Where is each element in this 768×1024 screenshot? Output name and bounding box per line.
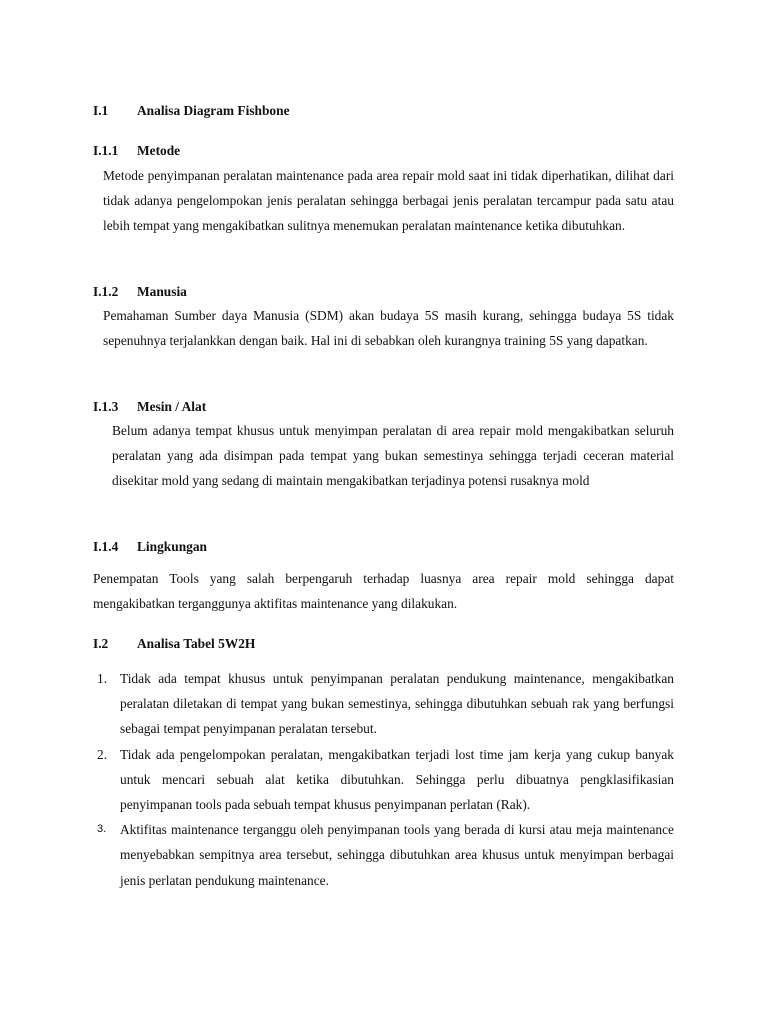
- heading-title: Manusia: [137, 284, 187, 299]
- list-item-text: Tidak ada pengelompokan peralatan, mengakibatkan terjadi lost time jam kerja yang cukup banyak untuk mencari sebuah alat ketika dibutuhkan. Sehingga perlu dibuatnya pengklasifikasian penyimpanan tools pada sebuah tempat khusus penyimpanan perlatan (Rak).: [120, 746, 674, 813]
- heading-manusia: [93, 284, 187, 300]
- list-item-text: Tidak ada tempat khusus untuk penyimpanan peralatan pendukung maintenance, mengakibatkan peralatan diletakan di tempat yang bukan semestinya, sehingga dibutuhkan sebuah rak yang berfungsi sebagai tempat penyimpanan peralatan tersebut.: [120, 671, 674, 737]
- list-marker: 2.: [97, 746, 108, 762]
- paragraph-mesin-alat: Belum adanya tempat khusus untuk menyimpan peralatan di area repair mold mengakibatkan seluruh peralatan yang ada disimpan pada tempat yang bukan semestinya sehingga terjadi ceceran material disekitar mold yang sedang di maintain mengakibatkan terjadinya potensi rusaknya mold: [112, 423, 674, 489]
- list-item-text: Aktifitas maintenance terganggu oleh penyimpanan tools yang berada di kursi atau meja maintenance menyebabkan sempitnya area tersebut, sehingga dibutuhkan area khusus untuk menyimpan berbagai jenis perlatan pendukung maintenance.: [120, 822, 674, 888]
- heading-title: Lingkungan: [137, 539, 207, 554]
- heading-mesin-alat: [93, 399, 206, 415]
- heading-metode: [93, 143, 180, 159]
- heading-number: I.1.2: [93, 284, 119, 299]
- paragraph-lingkungan: Penempatan Tools yang salah berpengaruh terhadap luasnya area repair mold sehingga dapat mengakibatkan terganggunya aktifitas maintenance yang dilakukan.: [93, 571, 674, 612]
- heading-lingkungan: [93, 539, 207, 555]
- heading-number: I.1.4: [93, 539, 119, 554]
- heading-title: Metode: [137, 143, 181, 158]
- heading-number: I.1: [93, 103, 109, 118]
- heading-analisa-tabel-5w2h: [93, 636, 255, 652]
- list-item: [93, 742, 674, 818]
- heading-analisa-diagram-fishbone: [93, 103, 290, 119]
- paragraph-metode: Metode penyimpanan peralatan maintenance pada area repair mold saat ini tidak diperhatikan, dilihat dari tidak adanya pengelompokan jenis peralatan sehingga berbagai jenis peralatan tercampur pada satu atau lebih tempat yang mengakibatkan sulitnya menemukan peralatan maintenance ketika dibutuhkan.: [103, 168, 674, 234]
- paragraph-manusia: Pemahaman Sumber daya Manusia (SDM) akan budaya 5S masih kurang, sehingga budaya 5S tidak sepenuhnya terjalankkan dengan baik. Hal ini di sebabkan oleh kurangnya training 5S yang dapatkan.: [103, 308, 674, 349]
- heading-title: Analisa Diagram Fishbone: [137, 103, 290, 118]
- heading-number: I.1.3: [93, 399, 119, 414]
- list-marker: 3.: [97, 823, 107, 836]
- heading-title: Mesin / Alat: [137, 399, 207, 414]
- list-item: [93, 666, 674, 742]
- heading-title: Analisa Tabel 5W2H: [137, 636, 256, 651]
- list-item: [93, 817, 674, 893]
- heading-number: I.1.1: [93, 143, 119, 158]
- list-marker: 1.: [97, 671, 108, 686]
- numbered-list: [93, 666, 674, 893]
- heading-number: I.2: [93, 636, 109, 651]
